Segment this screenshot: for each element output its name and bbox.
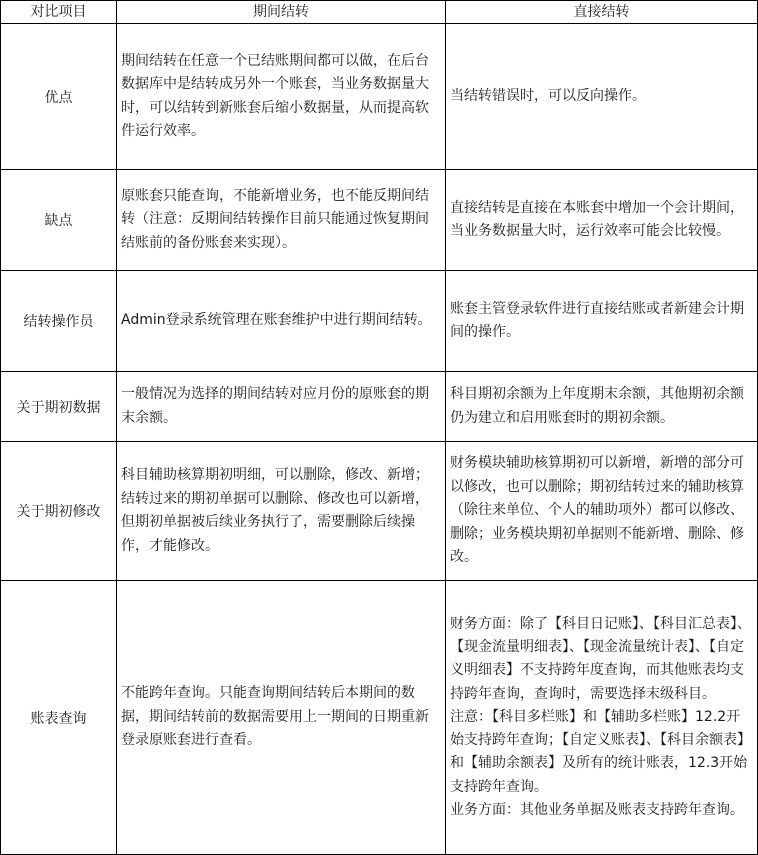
direct-transfer-cell — [446, 271, 758, 372]
cell-paragraph: 当结转错误时，可以反向操作。 — [450, 87, 646, 104]
row-advantages — [1, 24, 758, 170]
row-label: 关于期初数据 — [1, 372, 117, 442]
period-transfer-cell: Admin登录系统管理在账套维护中进行期间结转。 — [117, 271, 446, 372]
direct-transfer-cell — [446, 372, 758, 442]
direct-transfer-cell — [446, 170, 758, 271]
row-opening-modify — [1, 442, 758, 581]
row-label: 账表查询 — [1, 581, 117, 855]
period-transfer-cell: 期间结转在任意一个已结账期间都可以做，在后台数据库中是结转成另外一个账套，当业务数据量大时，可以结转到新账套后缩小数据量，从而提高软件运行效率。 — [117, 24, 446, 170]
row-label: 优点 — [1, 24, 117, 170]
cell-paragraph: 直接结转是直接在本账套中增加一个会计期间，当业务数据量大时，运行效率可能会比较慢。 — [450, 199, 744, 239]
cell-paragraph: 财务方面：除了【科目日记账】、【科目汇总表】、【现金流量明细表】、【现金流量统计表】、【自定义明细表】不支持跨年度查询，而其他账表均支持跨年查询，查询时，需要选择末级科目。 — [450, 615, 751, 702]
row-opening-data — [1, 372, 758, 442]
row-label: 关于期初修改 — [1, 442, 117, 581]
cell-paragraph: 科目期初余额为上年度期末余额，其他期初余额仍为建立和启用账套时的期初余额。 — [450, 386, 744, 426]
row-label: 结转操作员 — [1, 271, 117, 372]
row-label: 缺点 — [1, 170, 117, 271]
row-disadvantages — [1, 170, 758, 271]
cell-paragraph: 账套主管登录软件进行直接结账或者新建会计期间的操作。 — [450, 300, 744, 340]
header-direct-transfer: 直接结转 — [446, 1, 758, 24]
direct-transfer-cell — [446, 24, 758, 170]
period-transfer-cell: 一般情况为选择的期间结转对应月份的原账套的期末余额。 — [117, 372, 446, 442]
cell-paragraph: 注意：【科目多栏账】和【辅助多栏账】12.2开始支持跨年查询；【自定义账表】、【科目余额表】和【辅助余额表】及所有的统计账表，12.3开始支持跨年查询。 — [450, 708, 751, 795]
period-transfer-cell: 科目辅助核算期初明细，可以删除，修改、新增；结转过来的期初单据可以删除、修改也可以新增，但期初单据被后续业务执行了，需要删除后续操作，才能修改。 — [117, 442, 446, 581]
header-row — [1, 1, 758, 24]
header-period-transfer: 期间结转 — [117, 1, 446, 24]
direct-transfer-cell — [446, 581, 758, 855]
period-transfer-cell: 不能跨年查询。只能查询期间结转后本期间的数据，期间结转前的数据需要用上一期间的日期重新登录原账套进行查看。 — [117, 581, 446, 855]
period-transfer-cell: 原账套只能查询，不能新增业务，也不能反期间结转（注意：反期间结转操作目前只能通过恢复期间结账前的备份账套来实现）。 — [117, 170, 446, 271]
direct-transfer-cell — [446, 442, 758, 581]
header-item: 对比项目 — [1, 1, 117, 24]
row-report-query — [1, 581, 758, 855]
row-operator — [1, 271, 758, 372]
cell-paragraph: 财务模块辅助核算期初可以新增，新增的部分可以修改，也可以删除；期初结转过来的辅助核算（除往来单位、个人的辅助项外）都可以修改、删除；业务模块期初单据则不能新增、删除、修改。 — [450, 455, 744, 566]
cell-paragraph: 业务方面：其他业务单据及账表支持跨年查询。 — [450, 802, 744, 819]
